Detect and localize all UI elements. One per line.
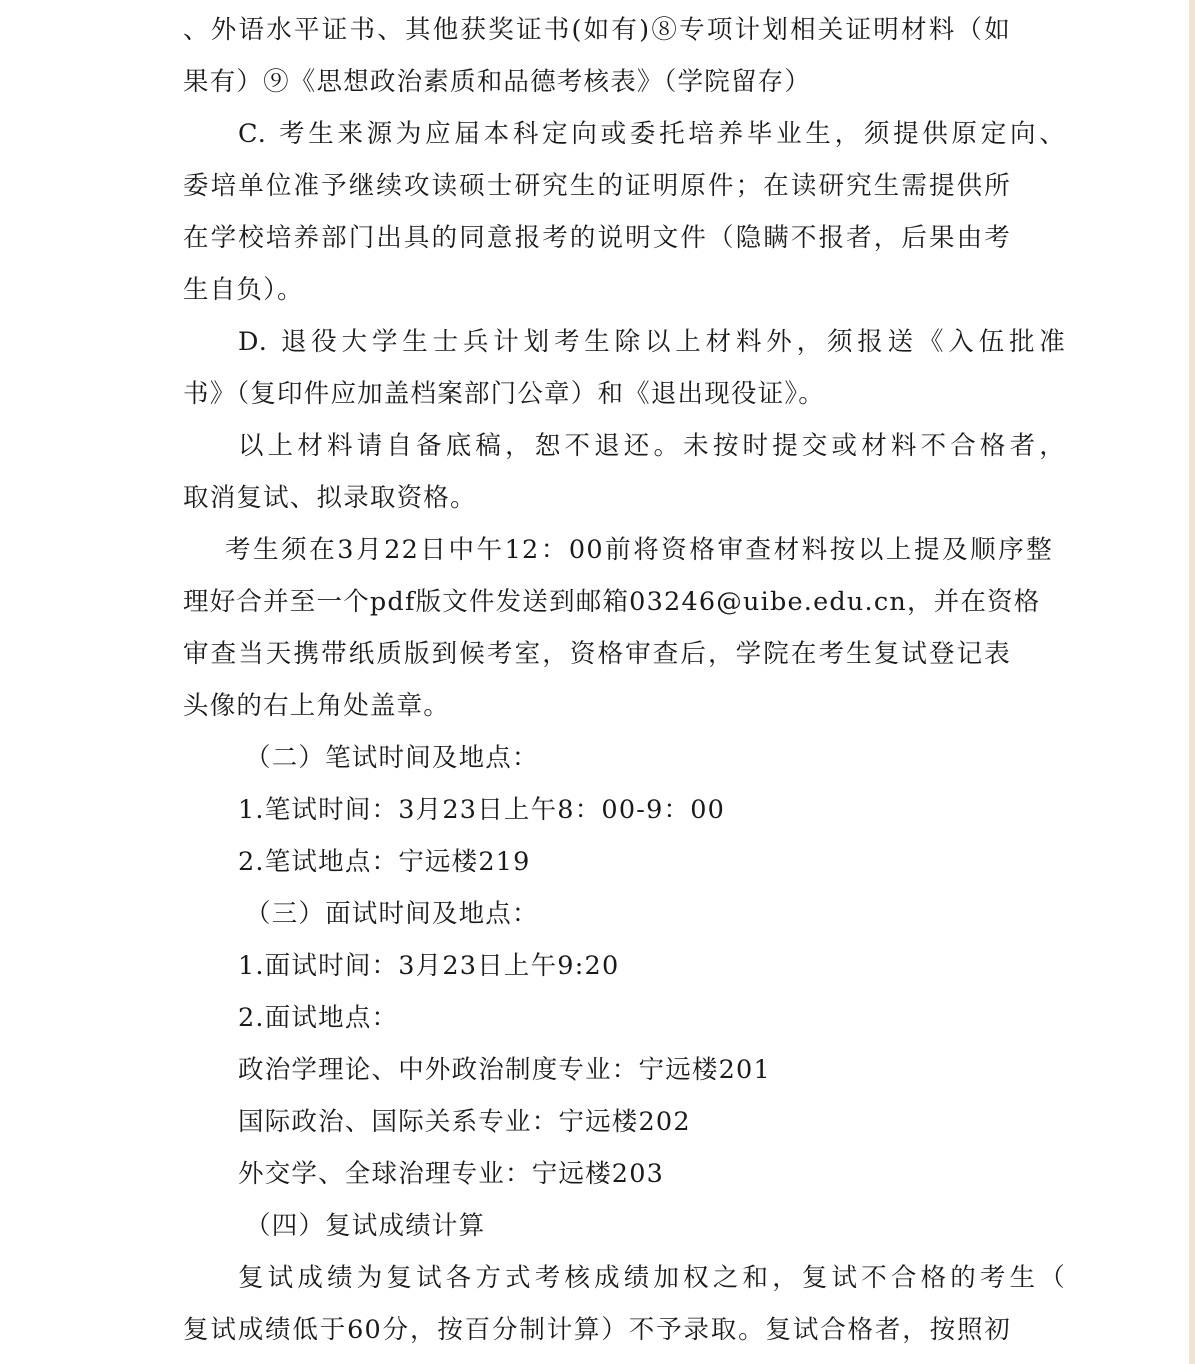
paragraph-start: 以上材料请自备底稿，恕不退还。未按时提交或材料不合格者， [238, 431, 1066, 461]
list-item: 外交学、全球治理专业：宁远楼203 [238, 1159, 665, 1189]
paragraph-c-start: C. 考生来源为应届本科定向或委托培养毕业生，须提供原定向、 [238, 119, 1066, 149]
paragraph-d-start: D. 退役大学生士兵计划考生除以上材料外，须报送《入伍批准 [238, 327, 1066, 357]
list-item: 2.笔试地点：宁远楼219 [238, 847, 531, 877]
list-item: 国际政治、国际关系专业：宁远楼202 [238, 1107, 691, 1137]
text-line: 头像的右上角处盖章。 [183, 691, 451, 721]
list-item: 2.面试地点： [238, 1003, 399, 1033]
text-line: 审查当天携带纸质版到候考室，资格审查后，学院在考生复试登记表 [183, 639, 1011, 669]
document-page [183, 4, 1066, 1356]
text-line: 、外语水平证书、其他获奖证书(如有)⑧专项计划相关证明材料（如 [183, 15, 1011, 45]
section-heading: （四）复试成绩计算 [245, 1211, 486, 1241]
paragraph-start: 复试成绩为复试各方式考核成绩加权之和，复试不合格的考生（ [238, 1263, 1066, 1293]
list-item: 政治学理论、中外政治制度专业：宁远楼201 [238, 1055, 771, 1085]
text-line: 在学校培养部门出具的同意报考的说明文件（隐瞒不报者，后果由考 [183, 223, 1011, 253]
text-line: 取消复试、拟录取资格。 [183, 483, 477, 513]
text-line: 复试成绩低于60分，按百分制计算）不予录取。复试合格者，按照初 [183, 1315, 1011, 1345]
list-item: 1.面试时间：3月23日上午9:20 [238, 951, 620, 981]
section-heading: （二）笔试时间及地点： [245, 743, 539, 773]
list-item: 1.笔试时间：3月23日上午8：00-9：00 [238, 795, 726, 825]
page-edge [1189, 0, 1195, 1364]
text-line: 生自负）。 [183, 275, 304, 305]
section-heading: （三）面试时间及地点： [245, 899, 539, 929]
text-line: 委培单位准予继续攻读硕士研究生的证明原件；在读研究生需提供所 [183, 171, 1011, 201]
text-line: 理好合并至一个pdf版文件发送到邮箱03246@uibe.edu.cn，并在资格 [183, 587, 1041, 617]
text-line: 书》（复印件应加盖档案部门公章）和《退出现役证》。 [183, 379, 826, 409]
text-line: 果有）⑨《思想政治素质和品德考核表》（学院留存） [183, 67, 812, 97]
paragraph-start: 考生须在3月22日中午12：00前将资格审查材料按以上提及顺序整 [225, 535, 1053, 565]
